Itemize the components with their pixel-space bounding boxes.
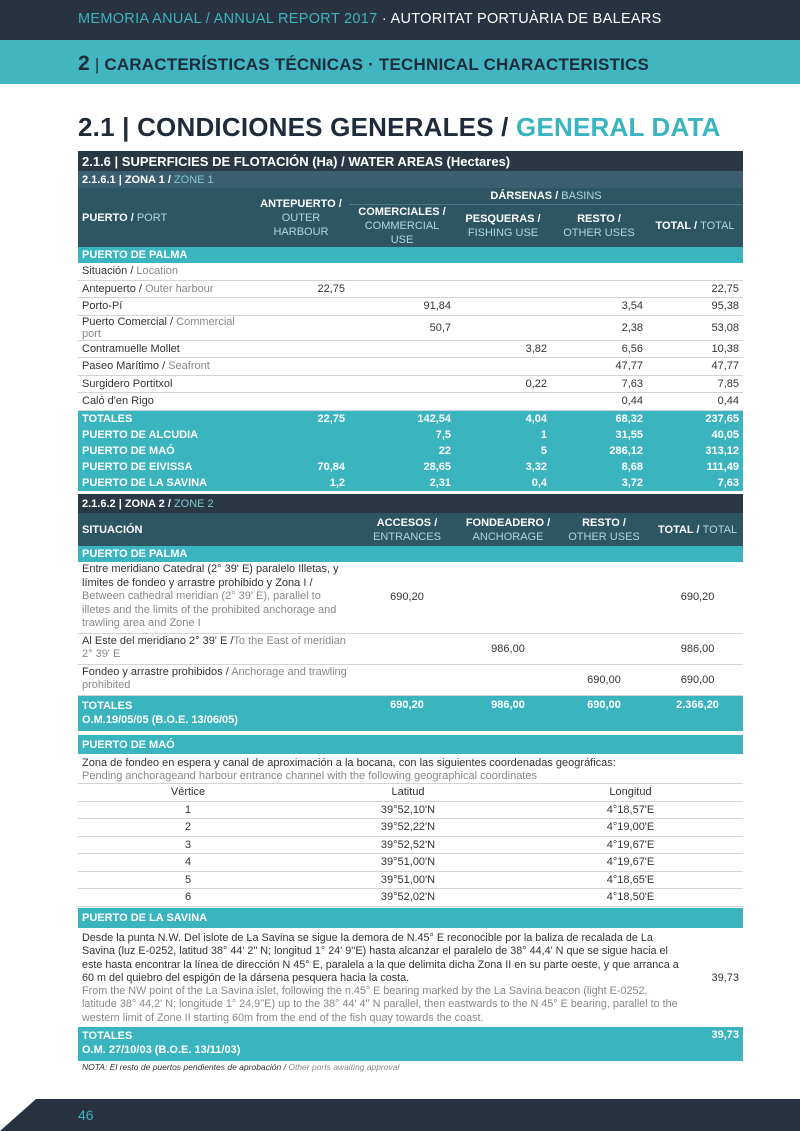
totals-label: TOTALES	[78, 410, 253, 427]
totals-outer	[253, 427, 349, 443]
totals-outer: 22,75	[253, 410, 349, 427]
col-fishing-en: FISHING USE	[467, 227, 539, 239]
cell-rest	[556, 562, 652, 633]
mao-header: PUERTO DE MAÓ	[78, 735, 743, 754]
savina-totals-value: 39,73	[687, 1027, 743, 1061]
totals-total: 7,63	[647, 475, 743, 491]
cell-acc: 690,20	[354, 562, 460, 633]
cell-rest: 3,54	[551, 298, 647, 316]
cell-fon	[460, 664, 556, 695]
situation-en: Anchorage and trawling prohibited	[82, 665, 347, 691]
coordinate-row	[78, 819, 743, 837]
col-other-es: RESTO /	[577, 213, 621, 225]
cell-fish	[455, 358, 551, 376]
table-title: 2.1.6 | SUPERFICIES DE FLOTACIÓN (Ha) / WATER AREAS (Hectares)	[78, 151, 743, 171]
longitude-cell: 4°19,67'E	[518, 836, 743, 854]
cell-fish	[455, 393, 551, 411]
page-number: 46	[78, 1107, 94, 1123]
col-other2	[556, 513, 652, 546]
table-row	[78, 340, 743, 358]
situation-en: To the East of meridian 2° 39' E	[82, 634, 346, 660]
totals-label: PUERTO DE EIVISSA	[78, 459, 253, 475]
cell-rest	[556, 633, 652, 664]
situation-es: Al Este del meridiano 2° 39' E /	[82, 634, 234, 647]
row-label	[78, 298, 253, 316]
totals-label: TOTALES	[82, 699, 133, 712]
page-title-es: 2.1 | CONDICIONES GENERALES /	[78, 112, 517, 142]
vertex-cell: 6	[78, 889, 298, 907]
cell-total: 690,20	[652, 562, 743, 633]
totals-rest: 31,55	[551, 427, 647, 443]
cell-comm	[349, 358, 455, 376]
cell-fish	[455, 280, 551, 298]
totals-comm: 2,31	[349, 475, 455, 491]
latitude-cell: 39°52,10'N	[298, 801, 518, 819]
totals-fish: 3,32	[455, 459, 551, 475]
col-commercial	[349, 205, 455, 248]
cell-outer	[253, 315, 349, 340]
cell-total: 7,85	[647, 375, 743, 393]
totals-rest: 286,12	[551, 443, 647, 459]
totals-row	[78, 459, 743, 475]
vertex-cell: 3	[78, 836, 298, 854]
row-label-es: Situación /	[82, 265, 137, 278]
col-anchorage	[460, 513, 556, 546]
vertex-cell: 4	[78, 854, 298, 872]
row-label-en: Location	[136, 265, 179, 278]
situation-es: Fondeo y arrastre prohibidos /	[82, 665, 232, 678]
cell-fish	[455, 315, 551, 340]
row-label-en: Seafront	[168, 360, 210, 373]
savina-description-en: From the NW point of the La Savina islet, following the n.45° E bearing marked by the La Savina beacon (light E-0252, latitude 38° 44,2' N; longitude 1° 24,9''E) up to the 38° 44' 4'' N parallel, then eastwards to the N 45° E bearing, parallel to the western limit of Zone II starting 60m from the end of the fish quay towards the coast.	[82, 985, 678, 1024]
col-commercial-en: COMMERCIAL USE	[364, 220, 440, 246]
col-basins	[349, 188, 743, 205]
zone2-label-es: 2.1.6.2 | ZONA 2 /	[82, 497, 174, 510]
coordinate-row	[78, 801, 743, 819]
totals-outer	[253, 443, 349, 459]
cell-total: 10,38	[647, 340, 743, 358]
totals-rest: 8,68	[551, 459, 647, 475]
cell-total: 22,75	[647, 280, 743, 298]
col-entrances	[354, 513, 460, 546]
cell-rest: 2,38	[551, 315, 647, 340]
situation-en: Between cathedral meridian (2° 39' E), parallel to illetes and the limits of the prohibited anchorage and trawling area and Zone I	[82, 590, 337, 629]
cell-fish: 0,22	[455, 375, 551, 393]
situation-text	[78, 562, 354, 633]
cell-acc	[354, 664, 460, 695]
totals-total: 237,65	[647, 410, 743, 427]
totals-order: O.M.19/05/05 (B.O.E. 13/06/05)	[82, 713, 238, 726]
cell-total: 690,00	[652, 664, 743, 695]
vertex-cell: 1	[78, 801, 298, 819]
cell-total: 95,38	[647, 298, 743, 316]
cell-outer	[253, 298, 349, 316]
totals-rest: 3,72	[551, 475, 647, 491]
row-label-en: Commercial port	[82, 315, 235, 340]
totals-fish: 0,4	[455, 475, 551, 491]
cell-comm	[349, 340, 455, 358]
zone-label	[78, 171, 743, 188]
col-other-en: OTHER USES	[563, 227, 635, 239]
coordinate-row	[78, 871, 743, 889]
zone2-total-entrances: 690,20	[354, 695, 460, 731]
totals-comm: 7,5	[349, 427, 455, 443]
table-row	[78, 393, 743, 411]
table-row	[78, 263, 743, 280]
row-label-es: Puerto Comercial /	[82, 315, 177, 328]
zone2-label	[78, 494, 743, 513]
mao-table	[78, 735, 743, 907]
col-situation: SITUACIÓN	[78, 513, 354, 546]
col-other2-es: RESTO /	[582, 516, 626, 529]
savina-header: PUERTO DE LA SAVINA	[78, 908, 743, 928]
cell-comm	[349, 280, 455, 298]
zone2-total-total: 2.366,20	[652, 695, 743, 731]
mao-description	[78, 754, 743, 784]
cell-rest: 6,56	[551, 340, 647, 358]
cell-comm	[349, 393, 455, 411]
longitude-cell: 4°18,57'E	[518, 801, 743, 819]
report-title-part: MEMORIA ANUAL / ANNUAL REPORT 2017	[78, 11, 382, 27]
row-label	[78, 340, 253, 358]
cell-rest: 47,77	[551, 358, 647, 376]
savina-totals-label	[78, 1027, 687, 1061]
section-number: 2	[78, 52, 90, 75]
page-title	[78, 112, 721, 143]
cell-comm: 91,84	[349, 298, 455, 316]
savina-totals-text: TOTALES	[82, 1030, 133, 1043]
col-latitude: Latitud	[298, 784, 518, 802]
totals-row	[78, 410, 743, 427]
totals-total: 313,12	[647, 443, 743, 459]
col-total-es: TOTAL /	[655, 220, 701, 232]
totals-comm: 22	[349, 443, 455, 459]
table-row	[78, 562, 743, 633]
col-port-en: PORT	[136, 211, 168, 224]
table-row	[78, 280, 743, 298]
table-row	[78, 315, 743, 340]
totals-rest: 68,32	[551, 410, 647, 427]
cell-comm: 50,7	[349, 315, 455, 340]
section-separator: |	[89, 55, 105, 74]
row-label-es: Caló d'en Rigo	[82, 395, 154, 408]
section-header-bar	[0, 40, 800, 84]
totals-comm: 28,65	[349, 459, 455, 475]
totals-outer: 70,84	[253, 459, 349, 475]
col-commercial-es: COMERCIALES /	[358, 206, 446, 218]
col-entrances-es: ACCESOS /	[376, 516, 438, 529]
cell-rest: 690,00	[556, 664, 652, 695]
zone2-table	[78, 494, 743, 731]
col-outer-es: ANTEPUERTO /	[260, 197, 342, 210]
cell-acc	[354, 633, 460, 664]
cell-outer	[253, 375, 349, 393]
row-label-es: Contramuelle Mollet	[82, 342, 180, 355]
cell-rest	[551, 280, 647, 298]
row-label-es: Antepuerto /	[82, 282, 145, 295]
col-outer-en2: HARBOUR	[273, 225, 329, 238]
col-total	[647, 205, 743, 248]
zone2-total-anchorage: 986,00	[460, 695, 556, 731]
zone2-label-en: ZONE 2	[173, 497, 214, 510]
row-label	[78, 263, 253, 280]
col-outer	[253, 188, 349, 247]
row-label-en: Outer harbour	[145, 282, 214, 295]
zone1-table	[78, 151, 743, 491]
totals-row	[78, 475, 743, 491]
row-label-es: Paseo Marítimo /	[82, 360, 169, 373]
col-outer-en1: OUTER	[281, 211, 321, 224]
vertex-cell: 2	[78, 819, 298, 837]
col-fishing	[455, 205, 551, 248]
palma-header: PUERTO DE PALMA	[78, 247, 743, 263]
latitude-cell: 39°52,22'N	[298, 819, 518, 837]
cell-fon	[460, 562, 556, 633]
totals-total: 40,05	[647, 427, 743, 443]
footnote	[82, 1062, 399, 1072]
mao-description-es: Zona de fondeo en espera y canal de aproximación a la bocana, con las siguientes coordenadas geográficas:	[82, 757, 616, 769]
col-total-en: TOTAL	[700, 220, 735, 232]
cell-comm	[349, 375, 455, 393]
totals-row	[78, 443, 743, 459]
longitude-cell: 4°19,67'E	[518, 854, 743, 872]
col-other2-en: OTHER USES	[568, 530, 640, 543]
col-fishing-es: PESQUERAS /	[465, 213, 541, 225]
savina-description	[78, 928, 687, 1027]
situation-text	[78, 664, 354, 695]
coordinate-row	[78, 854, 743, 872]
totals-label: PUERTO DE MAÓ	[78, 443, 253, 459]
top-header-bar	[0, 0, 800, 40]
totals-total: 111,49	[647, 459, 743, 475]
authority-name: · AUTORITAT PORTUÀRIA DE BALEARS	[381, 11, 662, 27]
situation-es: Entre meridiano Catedral (2° 39' E) paralelo Illetas, y límites de fondeo y arrastre prohibido y Zona I /	[82, 563, 339, 589]
table-row	[78, 375, 743, 393]
col-port	[78, 188, 253, 247]
cell-outer	[253, 263, 349, 280]
footnote-es: NOTA: El resto de puertos pendientes de aprobación /	[82, 1062, 289, 1072]
col-anchorage-en: ANCHORAGE	[472, 530, 544, 543]
totals-outer: 1,2	[253, 475, 349, 491]
col-port-es: PUERTO /	[82, 211, 137, 224]
row-label	[78, 315, 253, 340]
col-other	[551, 205, 647, 248]
cell-comm	[349, 263, 455, 280]
cell-rest: 7,63	[551, 375, 647, 393]
cell-total: 986,00	[652, 633, 743, 664]
report-title	[78, 11, 662, 27]
footer-corner	[0, 1099, 36, 1131]
cell-total: 53,08	[647, 315, 743, 340]
footnote-en: Other ports awaiting approval	[288, 1062, 400, 1072]
cell-fon: 986,00	[460, 633, 556, 664]
latitude-cell: 39°52,52'N	[298, 836, 518, 854]
page-title-en: GENERAL DATA	[516, 112, 721, 142]
row-label	[78, 358, 253, 376]
palma-header-2: PUERTO DE PALMA	[78, 546, 743, 562]
row-label	[78, 393, 253, 411]
latitude-cell: 39°51,00'N	[298, 871, 518, 889]
cell-fish	[455, 298, 551, 316]
totals-label: PUERTO DE ALCUDIA	[78, 427, 253, 443]
cell-fish: 3,82	[455, 340, 551, 358]
row-label-es: Porto-Pí	[82, 300, 123, 313]
cell-total: 47,77	[647, 358, 743, 376]
savina-value: 39,73	[711, 971, 739, 984]
savina-totals-order: O.M. 27/10/03 (B.O.E. 13/11/03)	[82, 1044, 241, 1057]
zone2-totals-label	[78, 695, 354, 731]
zone2-total-other: 690,00	[556, 695, 652, 731]
section-title	[78, 52, 649, 76]
col-total2	[652, 513, 743, 546]
mao-description-en: Pending anchorageand harbour entrance channel with the following geographical coordinates	[82, 770, 537, 782]
latitude-cell: 39°51,00'N	[298, 854, 518, 872]
cell-outer: 22,75	[253, 280, 349, 298]
longitude-cell: 4°19,00'E	[518, 819, 743, 837]
totals-comm: 142,54	[349, 410, 455, 427]
table-row	[78, 664, 743, 695]
page-footer	[0, 1099, 800, 1131]
savina-table	[78, 908, 743, 1061]
row-label	[78, 280, 253, 298]
col-entrances-en: ENTRANCES	[373, 530, 441, 543]
col-longitude: Longitud	[518, 784, 743, 802]
longitude-cell: 4°18,65'E	[518, 871, 743, 889]
cell-total: 0,44	[647, 393, 743, 411]
row-label	[78, 375, 253, 393]
latitude-cell: 39°52,02'N	[298, 889, 518, 907]
situation-text	[78, 633, 354, 664]
col-basins-es: DÁRSENAS /	[490, 190, 562, 202]
col-vertex: Vértice	[78, 784, 298, 802]
section-name: CARACTERÍSTICAS TÉCNICAS · TECHNICAL CHARACTERISTICS	[104, 55, 650, 74]
totals-fish: 5	[455, 443, 551, 459]
coordinate-row	[78, 889, 743, 907]
col-total2-es: TOTAL /	[658, 523, 703, 536]
vertex-cell: 5	[78, 871, 298, 889]
zone-label-en: ZONE 1	[173, 173, 214, 186]
table-row	[78, 298, 743, 316]
cell-outer	[253, 358, 349, 376]
cell-outer	[253, 340, 349, 358]
totals-row	[78, 427, 743, 443]
cell-rest: 0,44	[551, 393, 647, 411]
cell-fish	[455, 263, 551, 280]
longitude-cell: 4°18,50'E	[518, 889, 743, 907]
zone-label-es: 2.1.6.1 | ZONA 1 /	[82, 173, 174, 186]
row-label-es: Surgidero Portitxol	[82, 377, 173, 390]
totals-fish: 1	[455, 427, 551, 443]
col-anchorage-es: FONDEADERO /	[465, 516, 551, 529]
cell-rest	[551, 263, 647, 280]
cell-outer	[253, 393, 349, 411]
coordinate-row	[78, 836, 743, 854]
totals-fish: 4,04	[455, 410, 551, 427]
col-basins-en: BASINS	[561, 190, 602, 202]
col-total2-en: TOTAL	[702, 523, 738, 536]
cell-total	[647, 263, 743, 280]
totals-label: PUERTO DE LA SAVINA	[78, 475, 253, 491]
table-row	[78, 358, 743, 376]
savina-description-es: Desde la punta N.W. Del islote de La Savina se sigue la demora de N.45° E reconocible por la baliza de recalada de La Savina (luz E-0252, latitud 38° 44' 2" N; longitud 1° 24' 9''E) hasta alcanzar el paralelo de 38° 44,4' N que se sigue hacia el este hasta encontrar la línea de dirección N 45° E, paralela a la que delimita dicha Zona II en su parte oeste, y que arranca a 60 m del quiebro del espigón de la dársena pesquera hacia la costa.	[82, 932, 679, 984]
table-row	[78, 633, 743, 664]
